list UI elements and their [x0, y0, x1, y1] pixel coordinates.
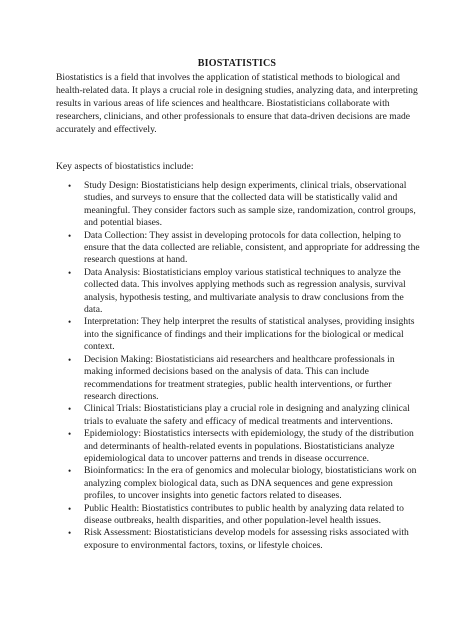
- list-item-text: Epidemiology: Biostatistics intersects with epidemiology, the study of the distribution and determinants of health-related events in populations. Biostatisticians analyze epidemiological data to uncover patterns and trends in disease occurrence.: [84, 428, 414, 464]
- list-item: [56, 503, 422, 528]
- aspects-list: [56, 180, 422, 552]
- list-item-text: Public Health: Biostatistics contributes to public health by analyzing data related to disease outbreaks, health disparities, and other population-level health issues.: [84, 502, 404, 526]
- bullet-icon: •: [68, 267, 72, 278]
- document-title: BIOSTATISTICS: [197, 58, 277, 69]
- intro-paragraph: Biostatistics is a field that involves the application of statistical methods to biological and health-related data. It plays a crucial role in designing studies, analyzing data, and interpreting results in various areas of life sciences and healthcare. Biostatisticians collaborate with researchers, clinicians, and other professionals to ensure that data-driven decisions are made accurately and effectively.: [56, 72, 418, 135]
- aspects-heading: Key aspects of biostatistics include:: [56, 161, 194, 172]
- bullet-icon: •: [68, 404, 72, 415]
- list-item-text: Bioinformatics: In the era of genomics and molecular biology, biostatisticians work on analyzing complex biological data, such as DNA sequences and gene expression profiles, to uncover insights into genetic factors related to diseases.: [84, 465, 417, 502]
- list-item: [56, 403, 422, 428]
- list-item: [56, 267, 422, 317]
- bullet-icon: •: [68, 354, 72, 365]
- bullet-icon: •: [68, 317, 72, 328]
- list-item-text: Data Collection: They assist in developing protocols for data collection, helping to ensure that the data collected are reliable, consistent, and appropriate for addressing the research questions at hand.: [84, 229, 420, 266]
- list-item-text: Risk Assessment: Biostatisticians develop models for assessing risks associated with exposure to environmental factors, toxins, or lifestyle choices.: [84, 527, 409, 551]
- list-item: [56, 316, 422, 353]
- list-item: [56, 428, 422, 465]
- bullet-icon: •: [68, 230, 72, 241]
- list-item-text: Study Design: Biostatisticians help design experiments, clinical trials, observational studies, and surveys to ensure that the collected data will be statistically valid and meaningful. They consider factors such as sample size, randomization, control groups, and potential biases.: [84, 180, 416, 229]
- list-item: [56, 354, 422, 404]
- list-item-text: Decision Making: Biostatisticians aid researchers and healthcare professionals in making informed decisions based on the analysis of data. This can include recommendations for treatment strategies, public health interventions, or further research directions.: [84, 353, 395, 402]
- bullet-icon: •: [68, 429, 72, 440]
- list-item: [56, 230, 422, 267]
- list-item: [56, 527, 422, 552]
- list-item-text: Data Analysis: Biostatisticians employ various statistical techniques to analyze the collected data. This involves applying methods such as regression analysis, survival analysis, hypothesis testing, and multivariate analysis to draw conclusions from the data.: [84, 266, 406, 316]
- bullet-icon: •: [68, 503, 72, 514]
- bullet-icon: •: [68, 528, 72, 539]
- bullet-icon: •: [68, 181, 72, 191]
- bullet-icon: •: [68, 466, 72, 477]
- list-item: [56, 465, 422, 502]
- list-item: [56, 180, 422, 230]
- list-item-text: Clinical Trials: Biostatisticians play a crucial role in designing and analyzing clinical trials to evaluate the safety and efficacy of medical treatments and interventions.: [84, 403, 410, 427]
- list-item-text: Interpretation: They help interpret the results of statistical analyses, providing insights into the significance of findings and their implications for the biological or medical context.: [84, 316, 415, 353]
